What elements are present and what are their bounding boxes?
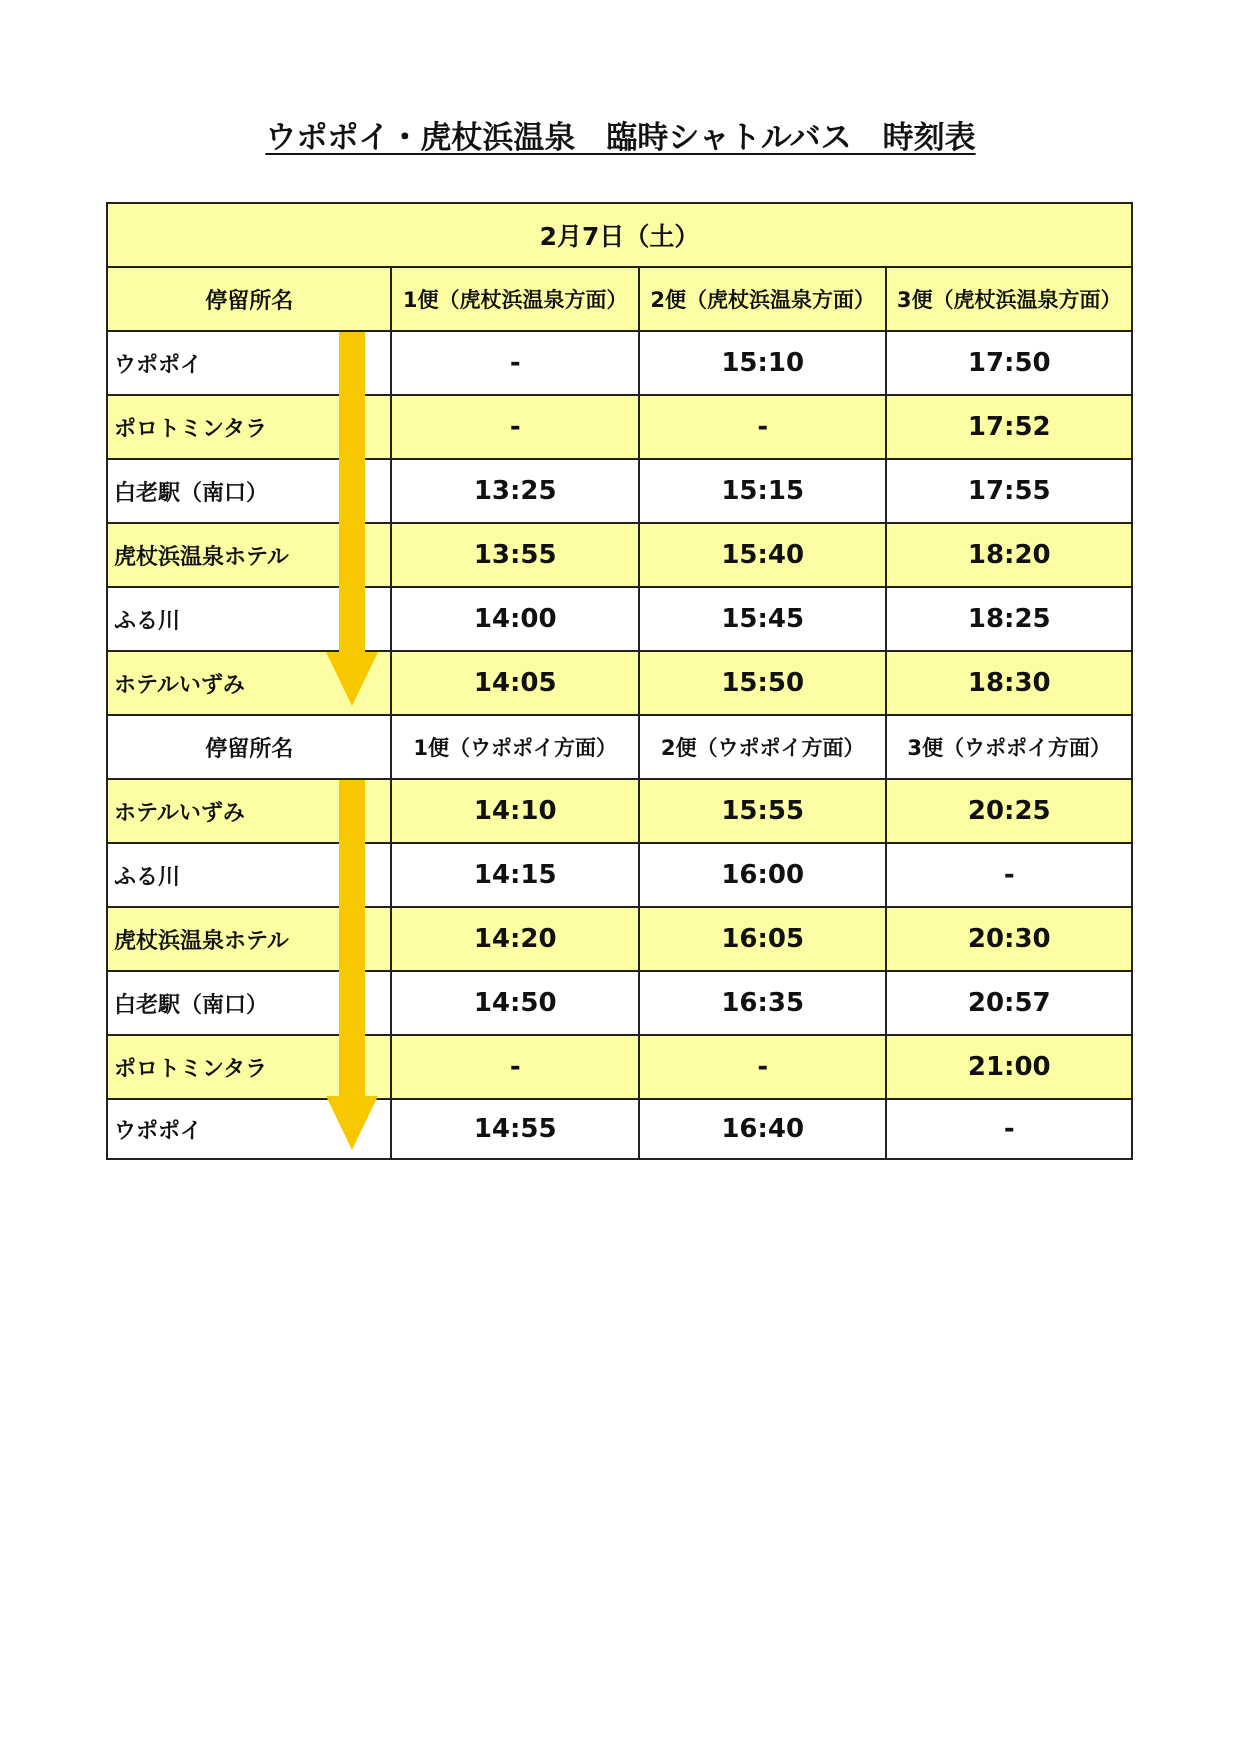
time-cell: 20:25 <box>885 780 1131 844</box>
time-cell: 14:05 <box>390 652 638 716</box>
time-cell: - <box>638 1036 886 1100</box>
time-cell: - <box>390 1036 638 1100</box>
header-trip-3: 3便（ウポポイ方面） <box>885 716 1131 780</box>
time-cell: 15:15 <box>638 460 886 524</box>
stop-name: 虎杖浜温泉ホテル <box>108 524 390 588</box>
timetable <box>106 202 1133 1160</box>
header-trip-2: 2便（虎杖浜温泉方面） <box>638 268 886 332</box>
stop-name: ポロトミンタラ <box>108 1036 390 1100</box>
inbound-header-row <box>108 716 1131 780</box>
outbound-header-row <box>108 268 1131 332</box>
stop-name: ホテルいずみ <box>108 652 390 716</box>
date-header: 2月7日（土） <box>108 204 1131 268</box>
time-cell: 13:25 <box>390 460 638 524</box>
time-cell: 15:40 <box>638 524 886 588</box>
time-cell: 20:57 <box>885 972 1131 1036</box>
time-cell: 17:50 <box>885 332 1131 396</box>
table-row <box>108 588 1131 652</box>
time-cell: 14:55 <box>390 1100 638 1158</box>
time-cell: - <box>638 396 886 460</box>
page-title-text: ウポポイ・虎杖浜温泉 臨時シャトルバス 時刻表 <box>265 120 976 156</box>
table-row <box>108 1036 1131 1100</box>
time-cell: - <box>390 396 638 460</box>
header-trip-2: 2便（ウポポイ方面） <box>638 716 886 780</box>
time-cell: 21:00 <box>885 1036 1131 1100</box>
time-cell: 18:25 <box>885 588 1131 652</box>
table-row <box>108 844 1131 908</box>
time-cell: 15:10 <box>638 332 886 396</box>
header-stop-name: 停留所名 <box>108 716 390 780</box>
time-cell: - <box>885 844 1131 908</box>
stop-name: ふる川 <box>108 588 390 652</box>
time-cell: 16:00 <box>638 844 886 908</box>
time-cell: 20:30 <box>885 908 1131 972</box>
table-row <box>108 460 1131 524</box>
time-cell: 18:30 <box>885 652 1131 716</box>
table-row <box>108 780 1131 844</box>
time-cell: - <box>390 332 638 396</box>
stop-name: 白老駅（南口） <box>108 972 390 1036</box>
time-cell: 17:52 <box>885 396 1131 460</box>
time-cell: 14:00 <box>390 588 638 652</box>
table-row <box>108 908 1131 972</box>
time-cell: 13:55 <box>390 524 638 588</box>
time-cell: 14:10 <box>390 780 638 844</box>
header-stop-name: 停留所名 <box>108 268 390 332</box>
stop-name: ウポポイ <box>108 332 390 396</box>
stop-name: ポロトミンタラ <box>108 396 390 460</box>
time-cell: 14:50 <box>390 972 638 1036</box>
time-cell: 14:20 <box>390 908 638 972</box>
time-cell: 15:55 <box>638 780 886 844</box>
stop-name: 白老駅（南口） <box>108 460 390 524</box>
table-row <box>108 524 1131 588</box>
stop-name: ホテルいずみ <box>108 780 390 844</box>
table-row <box>108 396 1131 460</box>
time-cell: 15:50 <box>638 652 886 716</box>
stop-name: ふる川 <box>108 844 390 908</box>
time-cell: 16:40 <box>638 1100 886 1158</box>
header-trip-3: 3便（虎杖浜温泉方面） <box>885 268 1131 332</box>
table-row <box>108 1100 1131 1158</box>
time-cell: 17:55 <box>885 460 1131 524</box>
table-row <box>108 972 1131 1036</box>
time-cell: 14:15 <box>390 844 638 908</box>
stop-name: ウポポイ <box>114 1118 203 1144</box>
table-row <box>108 332 1131 396</box>
time-cell: - <box>885 1100 1131 1158</box>
header-trip-1: 1便（虎杖浜温泉方面） <box>390 268 638 332</box>
page-title <box>0 112 1241 157</box>
table-row <box>108 652 1131 716</box>
time-cell: 16:05 <box>638 908 886 972</box>
header-trip-1: 1便（ウポポイ方面） <box>390 716 638 780</box>
time-cell: 16:35 <box>638 972 886 1036</box>
time-cell: 15:45 <box>638 588 886 652</box>
time-cell: 18:20 <box>885 524 1131 588</box>
stop-name: 虎杖浜温泉ホテル <box>108 908 390 972</box>
